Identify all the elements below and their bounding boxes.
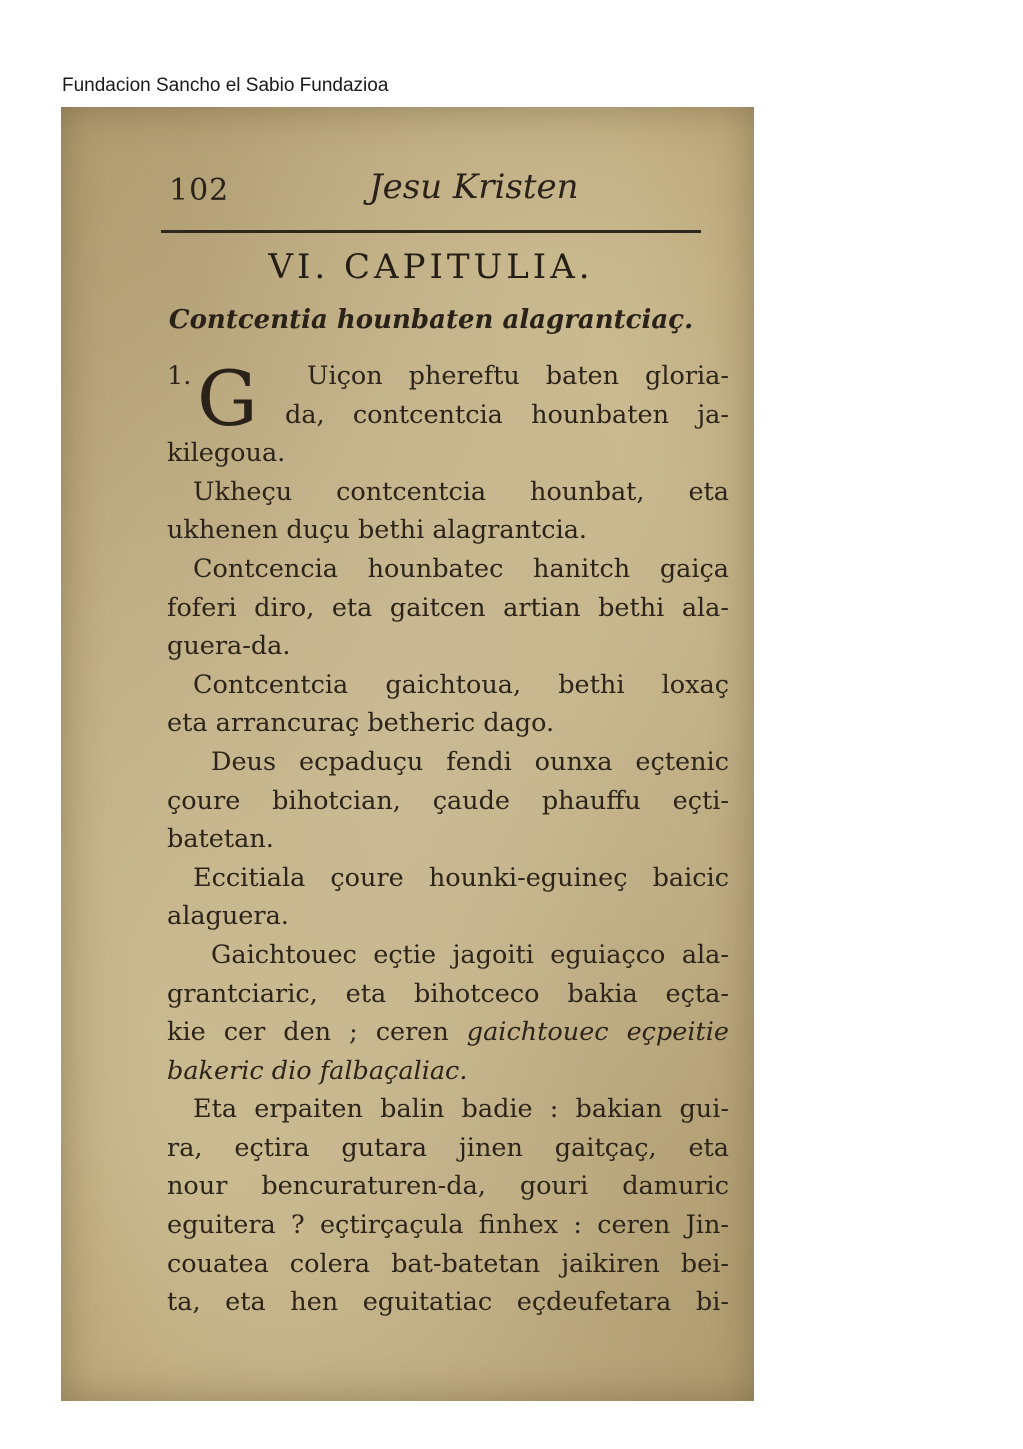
drop-cap: G bbox=[197, 354, 258, 443]
text-line: batetan. bbox=[167, 824, 274, 855]
text-line: nour bencuraturen-da, gouri damuric bbox=[167, 1171, 729, 1202]
running-title: Jesu Kristen bbox=[369, 167, 579, 207]
text-line bbox=[167, 1013, 729, 1052]
text-line-content: kie cer den ; ceren bbox=[167, 1017, 467, 1048]
header-rule bbox=[161, 230, 701, 233]
scanned-page bbox=[61, 107, 754, 1401]
text-line-content: Uiçon phereftu baten gloria- bbox=[307, 361, 729, 391]
text-line: grantciaric, eta bihotceco bakia eçta- bbox=[167, 978, 729, 1009]
page-number: 102 bbox=[169, 173, 230, 208]
text-line-content: da, contcentcia hounbaten ja- bbox=[285, 399, 729, 430]
text-line: eta arrancuraç betheric dago. bbox=[167, 708, 555, 739]
text-line: çoure bihotcian, çaude phauffu eçti- bbox=[167, 785, 729, 816]
text-line: ta, eta hen eguitatiac eçdeufetara bi- bbox=[167, 1287, 729, 1318]
text-line: couatea colera bat-batetan jaikiren bei- bbox=[167, 1248, 729, 1279]
source-header: Fundacion Sancho el Sabio Fundazioa bbox=[62, 75, 389, 96]
italic-text: gaichtouec eçpeitie bbox=[466, 1017, 730, 1048]
text-line: Eccitiala çoure hounki-eguineç baicic bbox=[193, 862, 729, 893]
chapter-title: VI. CAPITULIA. bbox=[268, 247, 594, 287]
verse-number: 1. bbox=[167, 361, 192, 391]
text-line: eguitera ? eçtirçaçula finhex : ceren Jin- bbox=[167, 1210, 729, 1241]
text-line: alaguera. bbox=[167, 901, 289, 932]
chapter-subtitle: Contcentia hounbaten alagrantciaç. bbox=[168, 305, 694, 335]
text-line: ukhenen duçu bethi alagrantcia. bbox=[167, 515, 588, 546]
text-line: Contcencia hounbatec hanitch gaiça bbox=[193, 553, 729, 584]
text-line: kilegoua. bbox=[167, 438, 286, 469]
page-head bbox=[169, 167, 699, 217]
text-line: Contcentcia gaichtoua, bethi loxaç bbox=[193, 669, 729, 700]
text-line: Deus ecpaduçu fendi ounxa eçtenic bbox=[211, 746, 729, 777]
text-line: bakeric dio falbaçaliac. bbox=[167, 1055, 468, 1086]
text-line: Gaichtouec eçtie jagoiti eguiaçco ala- bbox=[211, 939, 729, 970]
text-line: guera-da. bbox=[167, 631, 291, 662]
body-text bbox=[167, 354, 730, 1322]
text-line: Ukheçu contcentcia hounbat, eta bbox=[193, 476, 729, 507]
text-line: foferi diro, eta gaitcen artian bethi ala- bbox=[167, 592, 729, 623]
text-line: Eta erpaiten balin badie : bakian gui- bbox=[193, 1094, 729, 1125]
text-line: ra, eçtira gutara jinen gaitçaç, eta bbox=[167, 1132, 729, 1163]
